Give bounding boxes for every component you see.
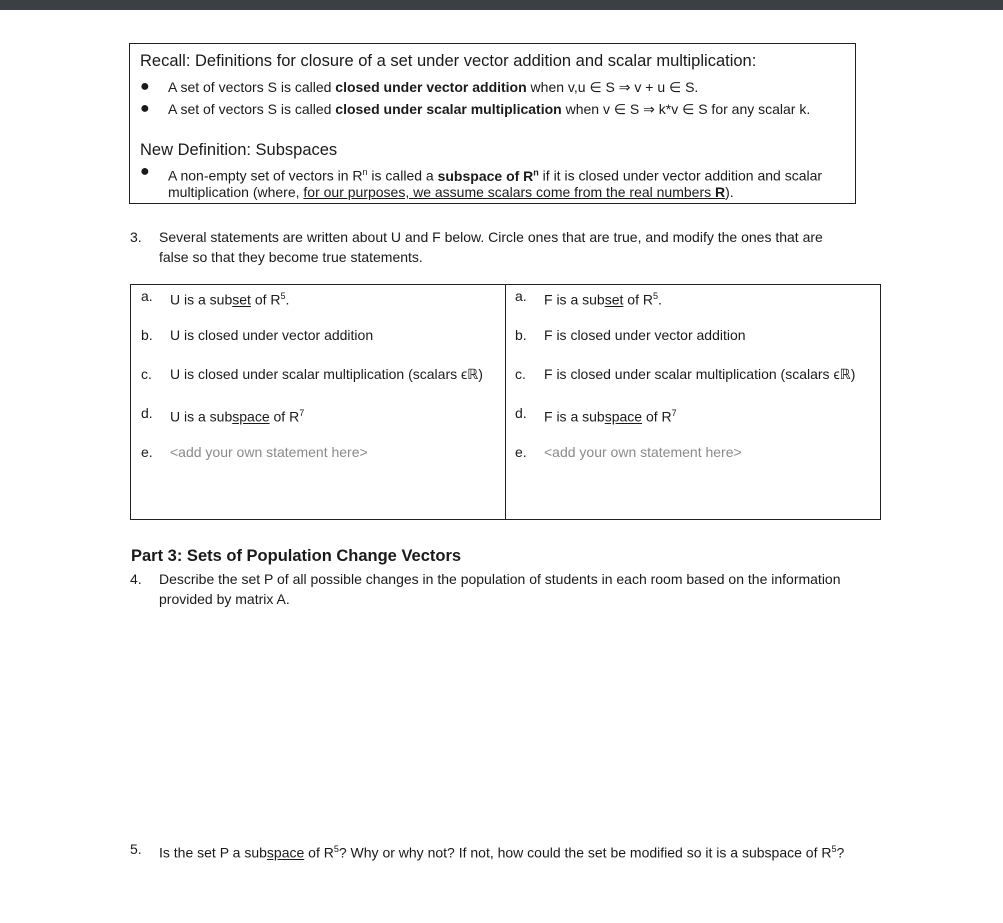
definitions-box: Recall: Definitions for closure of a set under vector addition and scalar multiplication: ● A set of vectors S is called closed under vector addition when v,u ∈ S ⇒ v + u ∈ S. ● A set of vectors S is called closed under scalar multiplication when v ∈ S ⇒ k*v ∈ S for any scalar k. New Definition: Subspaces ● A non-empty set of vectors in $R^n$ is called a subspace of $R^n$ if it is closed under vector addition and scalar multiplication (where, for our purposes, we assume scalars come from the real numbers R). xyxy=(129,43,856,204)
question-3 xyxy=(130,227,890,269)
question-4-line2: provided by matrix A. xyxy=(159,591,290,607)
question-5 xyxy=(130,839,890,861)
bullet-icon: ● xyxy=(140,163,150,180)
window-top-bar xyxy=(0,0,1003,10)
question-4-line1: Describe the set P of all possible changes in the population of students in each room based on the information xyxy=(159,571,841,587)
part-3-heading: Part 3: Sets of Population Change Vectors xyxy=(131,547,462,565)
statements-table: a. U is a subset of $R^5$. b. U is closed under vector addition c. U is closed under scalar multiplication (scalars ϵℝ) d. U is a subspace of $R^7$ e. <add your own statement here> a. F is a subset of $R^5$. b. F is closed under vector addition c. F is closed under scalar multiplication (scalars ϵℝ) d. F is a subspace of $R^7$ e. <add your own statement here> xyxy=(130,284,881,520)
bullet-icon: ● xyxy=(140,78,150,95)
question-5-text: Is the set P a subspace of $R^5$? Why or why not? If not, how could the set be modified so it is a subspace of $R^5$? xyxy=(159,844,845,861)
question-3-line2: false so that they become true statements. xyxy=(159,249,423,265)
question-number: 5. xyxy=(130,841,142,857)
bullet-icon: ● xyxy=(140,100,150,117)
question-number: 4. xyxy=(130,571,142,587)
question-4 xyxy=(130,569,890,611)
question-3-line1: Several statements are written about U and F below. Circle ones that are true, and modify the ones that are xyxy=(159,229,823,245)
recall-title: Recall: Definitions for closure of a set under vector addition and scalar multiplication: xyxy=(140,52,757,70)
new-definition-title: New Definition: Subspaces xyxy=(140,141,338,159)
table-column-divider xyxy=(505,285,506,519)
question-number: 3. xyxy=(130,229,142,245)
